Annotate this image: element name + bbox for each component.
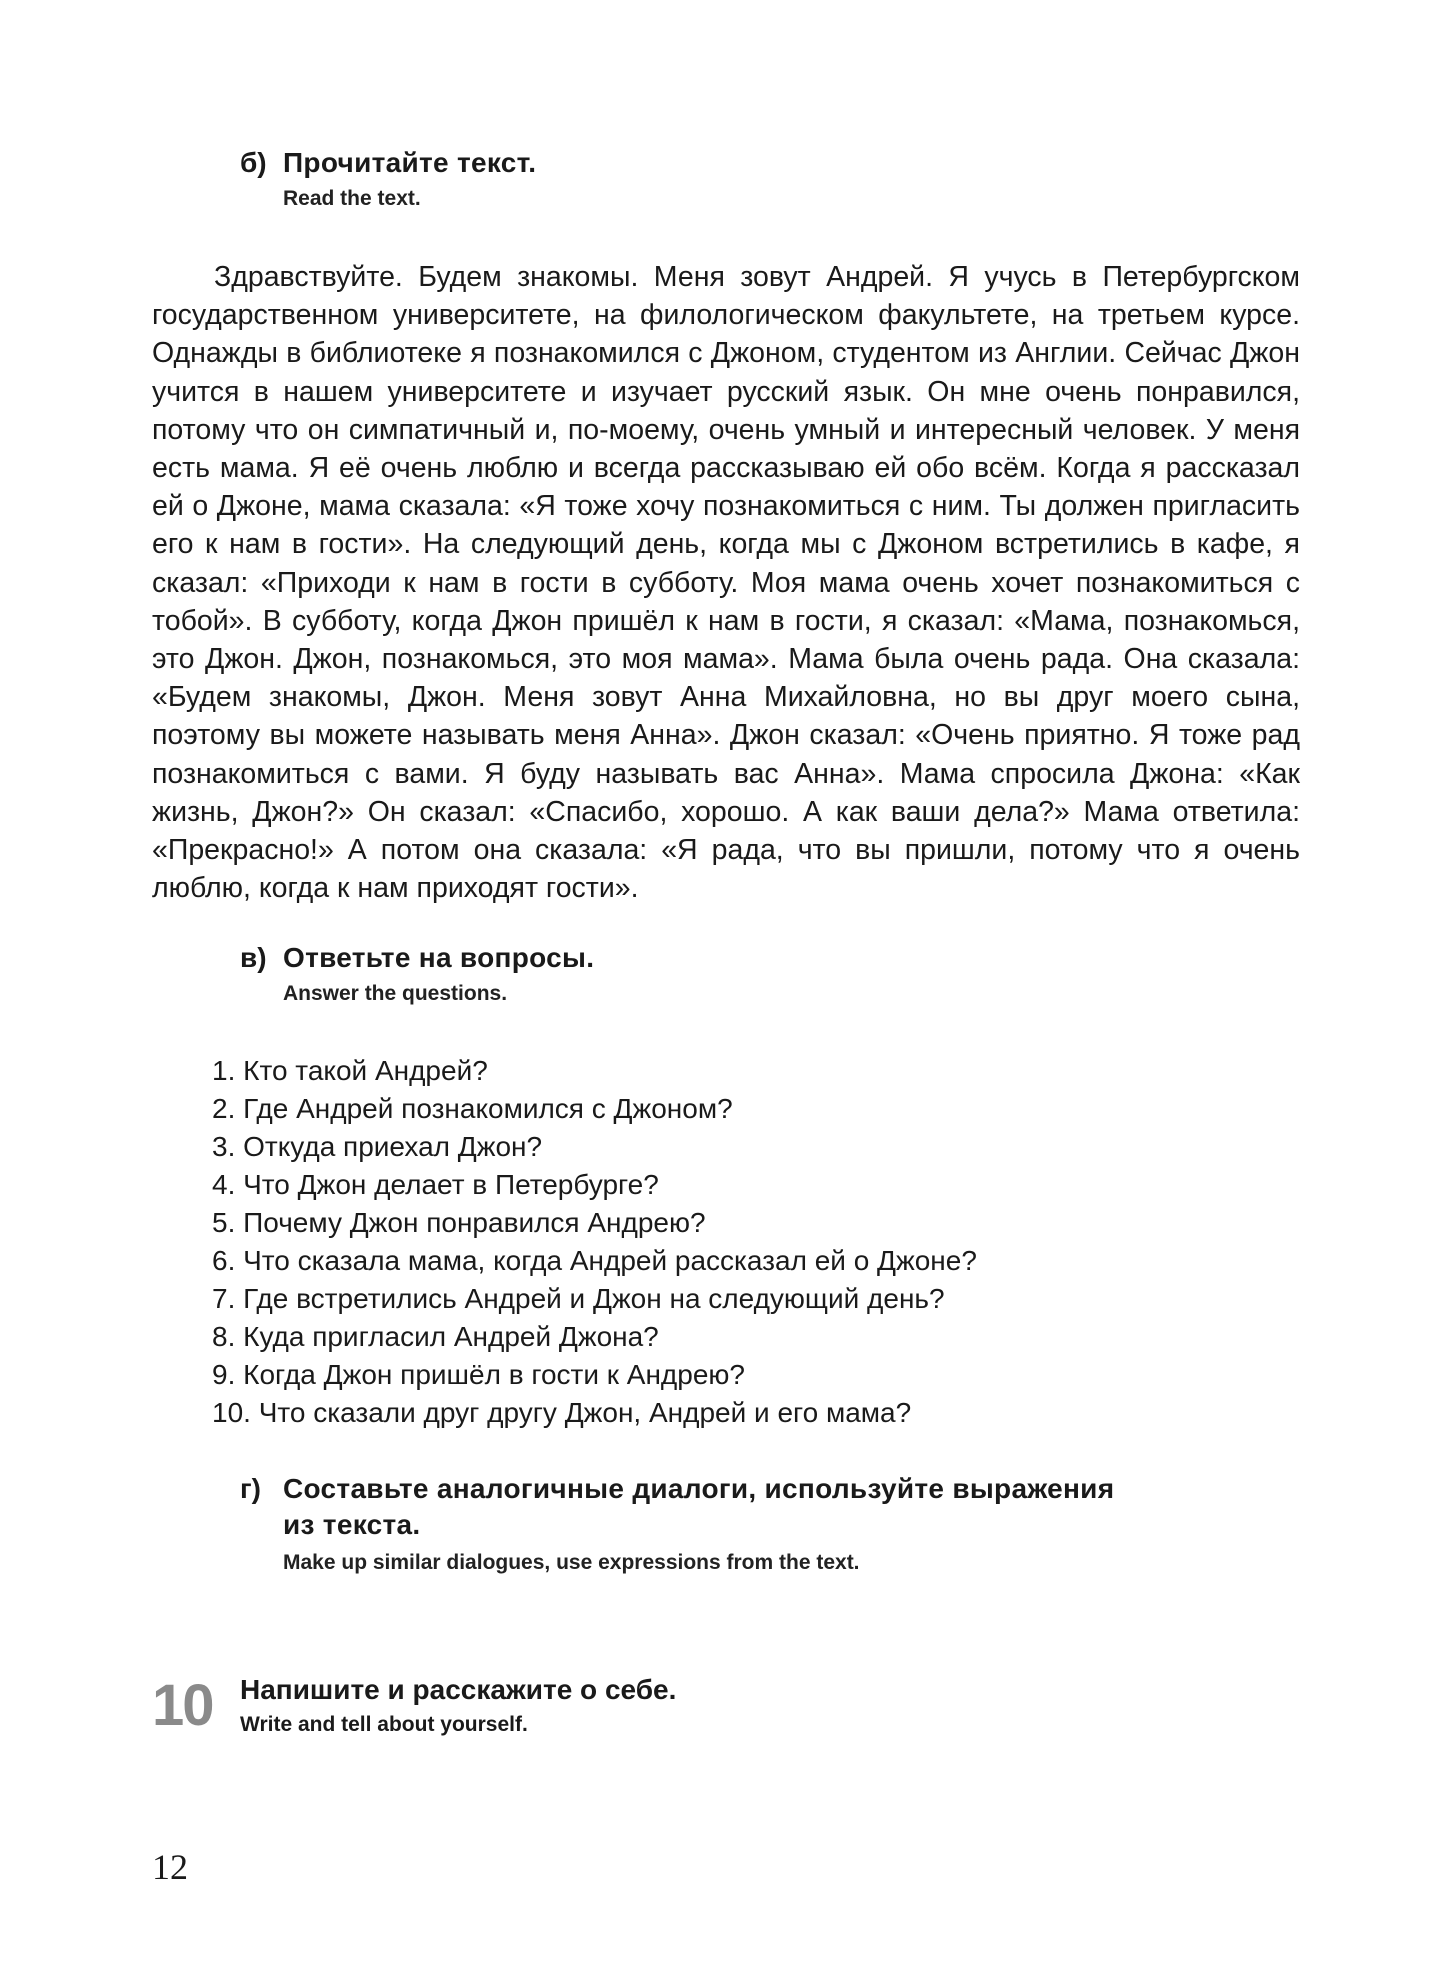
section-g-subtitle: Make up similar dialogues, use expressions from the text. bbox=[283, 1551, 860, 1574]
exercise-title: Напишите и расскажите о себе. bbox=[240, 1674, 677, 1705]
section-g-title-line2: из текста. bbox=[283, 1509, 421, 1540]
question-item: 1. Кто такой Андрей? bbox=[212, 1055, 488, 1086]
page-number: 12 bbox=[152, 1847, 188, 1887]
question-item: 9. Когда Джон пришёл в гости к Андрею? bbox=[212, 1359, 745, 1390]
question-item: 2. Где Андрей познакомился с Джоном? bbox=[212, 1093, 733, 1124]
section-g-header bbox=[240, 1473, 1114, 1575]
section-v-letter: в) bbox=[240, 942, 267, 973]
section-b-header bbox=[240, 147, 536, 211]
section-b-subtitle: Read the text. bbox=[283, 187, 421, 210]
section-g-title-line1: Составьте аналогичные диалоги, используйте выражения bbox=[283, 1473, 1115, 1504]
question-item: 6. Что сказала мама, когда Андрей рассказал ей о Джоне? bbox=[212, 1245, 977, 1276]
reading-text: Здравствуйте. Будем знакомы. Меня зовут Андрей. Я учусь в Петербургском государственном университете, на филологическом факультете, на третьем курсе. Однажды в библиотеке я познакомился с Джоном, студентом из Англии. Сейчас Джон учится в нашем университете и изучает русский язык. Он мне очень понравился, потому что он симпатичный и, по-моему, очень умный и интересный человек. У меня есть мама. Я её очень люблю и всегда рассказываю ей обо всём. Когда я рассказал ей о Джоне, мама сказала: «Я тоже хочу познакомиться с ним. Ты должен пригласить его к нам в гости». На следующий день, когда мы с Джоном встретились в кафе, я сказал: «Приходи к нам в гости в субботу. Моя мама очень хочет познакомиться с тобой». В субботу, когда Джон пришёл к нам в гости, я сказал: «Мама, познакомься, это Джон. Джон, познакомься, это моя мама». Мама была очень рада. Она сказала: «Будем знакомы, Джон. Меня зовут Анна Михайловна, но вы друг моего сына, поэтому вы можете называть меня Анна». Джон сказал: «Очень приятно. Я тоже рад познакомиться с вами. Я буду называть вас Анна». Мама спросила Джона: «Как жизнь, Джон?» Он сказал: «Спасибо, хорошо. А как ваши дела?» Мама ответила: «Прекрасно!» А потом она сказала: «Я рада, что вы пришли, потому что я очень люблю, когда к нам приходят гости». bbox=[152, 261, 1300, 905]
question-item: 10. Что сказали друг другу Джон, Андрей и его мама? bbox=[212, 1397, 912, 1428]
section-v-title: Ответьте на вопросы. bbox=[283, 942, 595, 973]
section-b-letter: б) bbox=[240, 147, 267, 178]
questions-list bbox=[212, 1052, 977, 1432]
exercise-number: 10 bbox=[152, 1673, 213, 1738]
question-item: 8. Куда пригласил Андрей Джона? bbox=[212, 1321, 659, 1352]
question-item: 7. Где встретились Андрей и Джон на следующий день? bbox=[212, 1283, 945, 1314]
question-item: 4. Что Джон делает в Петербурге? bbox=[212, 1169, 659, 1200]
exercise-subtitle: Write and tell about yourself. bbox=[240, 1713, 528, 1736]
question-item: 3. Откуда приехал Джон? bbox=[212, 1131, 543, 1162]
section-g-letter: г) bbox=[240, 1473, 261, 1504]
section-b-title: Прочитайте текст. bbox=[283, 147, 537, 178]
section-v-header bbox=[240, 942, 594, 1006]
section-v-subtitle: Answer the questions. bbox=[283, 982, 508, 1005]
question-item: 5. Почему Джон понравился Андрею? bbox=[212, 1207, 706, 1238]
